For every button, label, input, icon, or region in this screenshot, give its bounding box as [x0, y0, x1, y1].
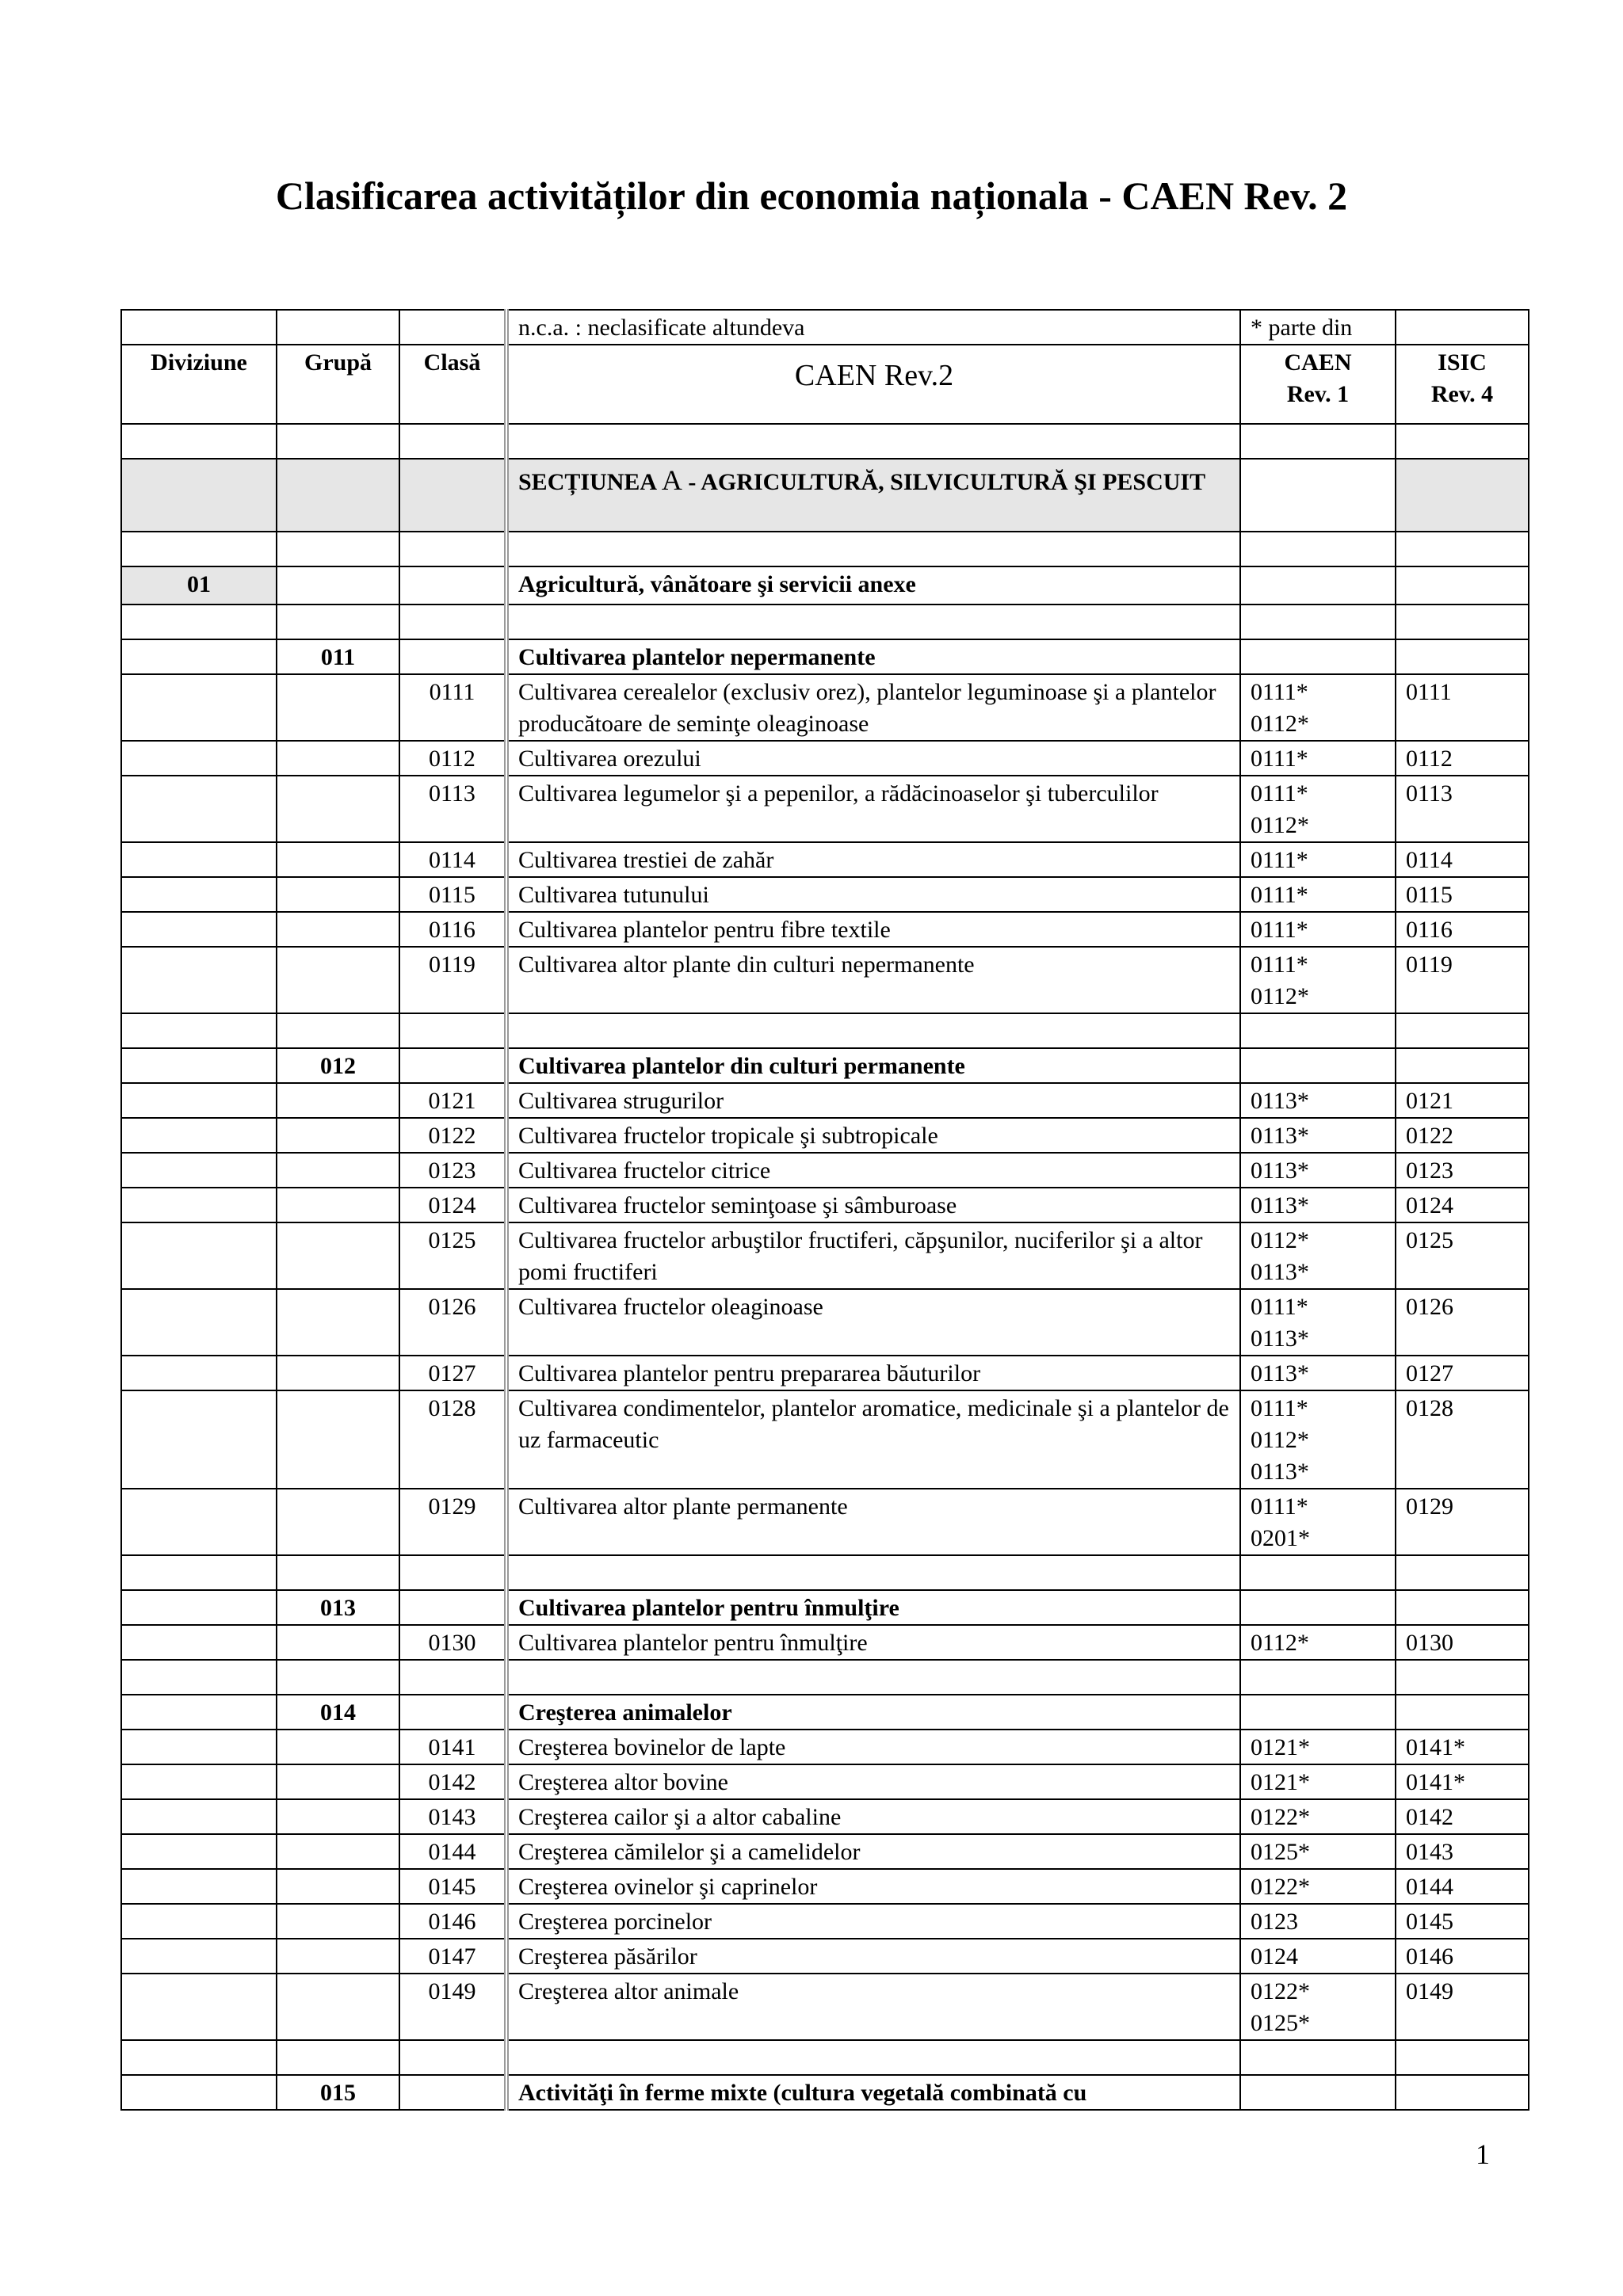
empty-cell — [399, 2075, 506, 2110]
class-description: Cultivarea condimentelor, plantelor aromatice, medicinale şi a plantelor de uz farmaceutic — [506, 1390, 1240, 1489]
empty-cell — [1240, 1660, 1396, 1695]
isic-rev4-code: 0125 — [1396, 1222, 1529, 1289]
isic-rev4-code: 0113 — [1396, 776, 1529, 842]
empty-cell — [1396, 1590, 1529, 1625]
empty-cell — [121, 1834, 277, 1869]
empty-cell — [277, 1555, 399, 1590]
empty-cell — [1240, 2075, 1396, 2110]
caen-rev1-code: 0111* — [1240, 842, 1396, 877]
caen-rev1-code: 0111* — [1240, 912, 1396, 947]
empty-cell — [121, 1625, 277, 1660]
empty-cell — [121, 1013, 277, 1048]
empty-cell — [277, 1118, 399, 1153]
empty-cell — [506, 1013, 1240, 1048]
class-description: Cultivarea fructelor oleaginoase — [506, 1289, 1240, 1356]
caen-rev1-code: 0112* — [1240, 1625, 1396, 1660]
class-code: 0123 — [399, 1153, 506, 1188]
class-code: 0111 — [399, 674, 506, 741]
class-code: 0124 — [399, 1188, 506, 1222]
class-row — [121, 1625, 1529, 1660]
empty-cell — [1240, 1555, 1396, 1590]
caen-rev1-code: 0111* 0112* — [1240, 947, 1396, 1013]
nca-note: n.c.a. : neclasificate altundeva — [506, 310, 1240, 345]
caen-rev1-code: 0122* 0125* — [1240, 1974, 1396, 2040]
empty-cell — [399, 1048, 506, 1083]
empty-cell — [399, 639, 506, 674]
empty-cell — [121, 459, 277, 532]
class-row — [121, 1799, 1529, 1834]
class-code: 0127 — [399, 1356, 506, 1390]
empty-cell — [277, 741, 399, 776]
empty-cell — [277, 605, 399, 639]
empty-cell — [1396, 2040, 1529, 2075]
class-code: 0146 — [399, 1904, 506, 1939]
caen-rev1-code: 0111* 0112* — [1240, 674, 1396, 741]
isic-rev4-code: 0129 — [1396, 1489, 1529, 1555]
empty-cell — [121, 2040, 277, 2075]
class-row — [121, 1489, 1529, 1555]
class-row — [121, 877, 1529, 912]
group-row — [121, 639, 1529, 674]
class-code: 0112 — [399, 741, 506, 776]
caen-rev1-code: 0111* — [1240, 741, 1396, 776]
isic-rev4-code: 0126 — [1396, 1289, 1529, 1356]
empty-cell — [277, 1489, 399, 1555]
header-row-2 — [121, 345, 1529, 424]
isic-rev4-code: 0128 — [1396, 1390, 1529, 1489]
isic-rev4-code: 0124 — [1396, 1188, 1529, 1222]
class-row — [121, 1904, 1529, 1939]
group-name: Cultivarea plantelor pentru înmulţire — [506, 1590, 1240, 1625]
class-row — [121, 1083, 1529, 1118]
isic-rev4-code: 0146 — [1396, 1939, 1529, 1974]
class-description: Cultivarea legumelor şi a pepenilor, a rădăcinoaselor şi tuberculilor — [506, 776, 1240, 842]
empty-cell — [121, 1356, 277, 1390]
empty-cell — [277, 424, 399, 459]
class-row — [121, 1390, 1529, 1489]
empty-cell — [399, 1013, 506, 1048]
caen-rev1-code: 0121* — [1240, 1730, 1396, 1764]
page-number: 1 — [1476, 2138, 1490, 2170]
class-description: Cultivarea trestiei de zahăr — [506, 842, 1240, 877]
empty-cell — [121, 1118, 277, 1153]
class-description: Cultivarea plantelor pentru prepararea băuturilor — [506, 1356, 1240, 1390]
empty-cell — [1396, 605, 1529, 639]
empty-cell — [121, 1489, 277, 1555]
caen-rev1-code: 0112* 0113* — [1240, 1222, 1396, 1289]
caen-rev1-code: 0111* — [1240, 877, 1396, 912]
class-row — [121, 1939, 1529, 1974]
class-code: 0145 — [399, 1869, 506, 1904]
class-description: Cultivarea plantelor pentru înmulţire — [506, 1625, 1240, 1660]
empty-cell — [1396, 566, 1529, 605]
class-row — [121, 1289, 1529, 1356]
group-code: 012 — [277, 1048, 399, 1083]
class-description: Cultivarea fructelor citrice — [506, 1153, 1240, 1188]
class-row — [121, 1153, 1529, 1188]
column-header-clasa: Clasă — [399, 345, 506, 424]
empty-cell — [1240, 566, 1396, 605]
empty-cell — [399, 1555, 506, 1590]
empty-cell — [277, 1625, 399, 1660]
empty-cell — [277, 1799, 399, 1834]
class-row — [121, 1188, 1529, 1222]
empty-cell — [277, 912, 399, 947]
empty-cell — [1240, 1590, 1396, 1625]
empty-cell — [1396, 1048, 1529, 1083]
empty-cell — [121, 1730, 277, 1764]
class-description: Cultivarea fructelor tropicale şi subtropicale — [506, 1118, 1240, 1153]
caen-rev1-code: 0122* — [1240, 1869, 1396, 1904]
class-code: 0141 — [399, 1730, 506, 1764]
class-row — [121, 947, 1529, 1013]
class-description: Cultivarea strugurilor — [506, 1083, 1240, 1118]
empty-cell — [121, 1153, 277, 1188]
empty-cell — [121, 1764, 277, 1799]
group-row — [121, 1590, 1529, 1625]
class-row — [121, 1222, 1529, 1289]
class-row — [121, 741, 1529, 776]
isic-rev4-code: 0130 — [1396, 1625, 1529, 1660]
caen-rev1-code: 0122* — [1240, 1799, 1396, 1834]
empty-cell — [277, 1153, 399, 1188]
empty-cell — [277, 1764, 399, 1799]
class-description: Cultivarea fructelor arbuştilor fructiferi, căpşunilor, nuciferilor şi a altor pomi fructiferi — [506, 1222, 1240, 1289]
class-row — [121, 912, 1529, 947]
empty-cell — [121, 912, 277, 947]
empty-cell — [121, 947, 277, 1013]
empty-cell — [399, 459, 506, 532]
empty-cell — [121, 877, 277, 912]
class-description: Creşterea ovinelor şi caprinelor — [506, 1869, 1240, 1904]
empty-cell — [1240, 605, 1396, 639]
class-code: 0147 — [399, 1939, 506, 1974]
empty-cell — [277, 1083, 399, 1118]
spacer-row — [121, 424, 1529, 459]
empty-cell — [277, 1013, 399, 1048]
class-row — [121, 1869, 1529, 1904]
document-title: Clasificarea activităților din economia naționala - CAEN Rev. 2 — [275, 174, 1348, 218]
column-header-caen-rev2: CAEN Rev.2 — [506, 345, 1240, 424]
group-name: Cultivarea plantelor nepermanente — [506, 639, 1240, 674]
group-row — [121, 2075, 1529, 2110]
class-code: 0121 — [399, 1083, 506, 1118]
caen-rev1-code: 0113* — [1240, 1083, 1396, 1118]
class-code: 0115 — [399, 877, 506, 912]
isic-rev4-code: 0145 — [1396, 1904, 1529, 1939]
class-description: Creşterea porcinelor — [506, 1904, 1240, 1939]
column-header-grupa: Grupă — [277, 345, 399, 424]
class-code: 0130 — [399, 1625, 506, 1660]
empty-cell — [277, 1974, 399, 2040]
empty-cell — [1396, 1695, 1529, 1730]
isic-rev4-code: 0116 — [1396, 912, 1529, 947]
isic-rev4-code: 0143 — [1396, 1834, 1529, 1869]
empty-cell — [277, 1188, 399, 1222]
class-description: Creşterea cămilelor şi a camelidelor — [506, 1834, 1240, 1869]
empty-cell — [399, 1660, 506, 1695]
empty-cell — [277, 842, 399, 877]
empty-cell — [506, 1555, 1240, 1590]
empty-cell — [1240, 1048, 1396, 1083]
empty-cell — [1396, 2075, 1529, 2110]
column-header-diviziune: Diviziune — [121, 345, 277, 424]
caen-rev1-code: 0113* — [1240, 1188, 1396, 1222]
empty-cell — [277, 776, 399, 842]
empty-cell — [277, 1939, 399, 1974]
empty-cell — [1396, 424, 1529, 459]
empty-cell — [121, 1289, 277, 1356]
empty-cell — [121, 1939, 277, 1974]
caen-rev1-code: 0123 — [1240, 1904, 1396, 1939]
section-title — [506, 459, 1240, 532]
section-row — [121, 459, 1529, 532]
class-description: Cultivarea altor plante permanente — [506, 1489, 1240, 1555]
class-code: 0116 — [399, 912, 506, 947]
class-description: Creşterea altor animale — [506, 1974, 1240, 2040]
isic-rev4-code: 0119 — [1396, 947, 1529, 1013]
empty-cell — [277, 1390, 399, 1489]
caen-rev1-code: 0111* 0201* — [1240, 1489, 1396, 1555]
class-description: Creşterea bovinelor de lapte — [506, 1730, 1240, 1764]
isic-rev4-code: 0114 — [1396, 842, 1529, 877]
group-name: Activităţi în ferme mixte (cultura vegetală combinată cu — [506, 2075, 1240, 2110]
caen-rev1-code: 0113* — [1240, 1153, 1396, 1188]
class-row — [121, 842, 1529, 877]
empty-cell — [121, 1799, 277, 1834]
group-code: 014 — [277, 1695, 399, 1730]
empty-cell — [277, 674, 399, 741]
empty-cell — [121, 1869, 277, 1904]
empty-cell — [1240, 1695, 1396, 1730]
empty-cell — [121, 532, 277, 566]
class-row — [121, 1356, 1529, 1390]
parte-din-note: * parte din — [1240, 310, 1396, 345]
empty-cell — [277, 947, 399, 1013]
isic-rev4-code: 0144 — [1396, 1869, 1529, 1904]
empty-cell — [506, 532, 1240, 566]
empty-cell — [277, 1904, 399, 1939]
empty-cell — [277, 1869, 399, 1904]
spacer-row — [121, 1013, 1529, 1048]
class-description: Creşterea păsărilor — [506, 1939, 1240, 1974]
isic-rev4-code: 0122 — [1396, 1118, 1529, 1153]
class-code: 0149 — [399, 1974, 506, 2040]
empty-cell — [121, 1188, 277, 1222]
header-row-1 — [121, 310, 1529, 345]
section-letter: A — [661, 464, 682, 496]
empty-cell — [121, 1048, 277, 1083]
empty-cell — [121, 741, 277, 776]
caen-rev1-code: 0113* — [1240, 1356, 1396, 1390]
class-description: Creşterea cailor şi a altor cabaline — [506, 1799, 1240, 1834]
empty-cell — [277, 2040, 399, 2075]
empty-cell — [399, 532, 506, 566]
empty-cell — [1240, 532, 1396, 566]
caen-rev1-code: 0113* — [1240, 1118, 1396, 1153]
empty-cell — [277, 1289, 399, 1356]
class-row — [121, 776, 1529, 842]
class-code: 0129 — [399, 1489, 506, 1555]
empty-cell — [277, 459, 399, 532]
empty-cell — [121, 776, 277, 842]
isic-rev4-code: 0111 — [1396, 674, 1529, 741]
empty-cell — [121, 1974, 277, 2040]
class-code: 0143 — [399, 1799, 506, 1834]
group-name: Cultivarea plantelor din culturi permanente — [506, 1048, 1240, 1083]
empty-cell — [277, 1730, 399, 1764]
empty-cell — [399, 2040, 506, 2075]
isic-rev4-code: 0121 — [1396, 1083, 1529, 1118]
spacer-row — [121, 605, 1529, 639]
column-header-caen-rev1: CAEN Rev. 1 — [1240, 345, 1396, 424]
caen-rev1-code: 0111* 0112* 0113* — [1240, 1390, 1396, 1489]
group-code: 011 — [277, 639, 399, 674]
empty-cell — [1240, 2040, 1396, 2075]
class-row — [121, 1730, 1529, 1764]
empty-cell — [506, 2040, 1240, 2075]
empty-cell — [121, 1555, 277, 1590]
division-name: Agricultură, vânătoare şi servicii anexe — [506, 566, 1240, 605]
group-code: 013 — [277, 1590, 399, 1625]
section-name: - AGRICULTURĂ, SILVICULTURĂ ŞI PESCUIT — [688, 469, 1206, 495]
empty-cell — [277, 1222, 399, 1289]
empty-cell — [121, 674, 277, 741]
isic-rev4-code: 0123 — [1396, 1153, 1529, 1188]
empty-cell — [1396, 1013, 1529, 1048]
spacer-row — [121, 532, 1529, 566]
caen-rev1-code: 0111* 0112* — [1240, 776, 1396, 842]
empty-cell — [1240, 459, 1396, 532]
isic-rev4-code: 0141* — [1396, 1730, 1529, 1764]
empty-cell — [399, 1695, 506, 1730]
class-description: Creşterea altor bovine — [506, 1764, 1240, 1799]
empty-cell — [121, 1695, 277, 1730]
class-description: Cultivarea tutunului — [506, 877, 1240, 912]
empty-cell — [1396, 639, 1529, 674]
empty-cell — [1240, 639, 1396, 674]
empty-cell — [1240, 424, 1396, 459]
class-code: 0119 — [399, 947, 506, 1013]
class-description: Cultivarea altor plante din culturi nepermanente — [506, 947, 1240, 1013]
empty-cell — [399, 605, 506, 639]
empty-cell — [1396, 459, 1529, 532]
class-row — [121, 1974, 1529, 2040]
class-code: 0142 — [399, 1764, 506, 1799]
empty-cell — [1396, 1660, 1529, 1695]
class-row — [121, 674, 1529, 741]
group-row — [121, 1048, 1529, 1083]
empty-cell — [121, 639, 277, 674]
empty-cell — [1240, 1013, 1396, 1048]
empty-cell — [121, 1904, 277, 1939]
class-code: 0144 — [399, 1834, 506, 1869]
empty-cell — [277, 532, 399, 566]
class-code: 0126 — [399, 1289, 506, 1356]
empty-cell — [399, 424, 506, 459]
class-code: 0122 — [399, 1118, 506, 1153]
section-prefix: SECȚIUNEA — [518, 469, 656, 495]
class-code: 0125 — [399, 1222, 506, 1289]
class-code: 0113 — [399, 776, 506, 842]
empty-cell — [121, 842, 277, 877]
empty-cell — [506, 1660, 1240, 1695]
caen-rev1-code: 0124 — [1240, 1939, 1396, 1974]
class-description: Cultivarea cerealelor (exclusiv orez), plantelor leguminoase şi a plantelor producătoare de seminţe oleaginoase — [506, 674, 1240, 741]
isic-rev4-code: 0149 — [1396, 1974, 1529, 2040]
isic-rev4-code: 0112 — [1396, 741, 1529, 776]
spacer-row — [121, 1660, 1529, 1695]
division-code: 01 — [121, 566, 277, 605]
caen-rev1-code: 0121* — [1240, 1764, 1396, 1799]
empty-cell — [399, 566, 506, 605]
empty-cell — [121, 424, 277, 459]
spacer-row — [121, 2040, 1529, 2075]
empty-cell — [277, 1660, 399, 1695]
empty-cell — [121, 1390, 277, 1489]
isic-rev4-code: 0142 — [1396, 1799, 1529, 1834]
spacer-row — [121, 1555, 1529, 1590]
class-description: Cultivarea plantelor pentru fibre textile — [506, 912, 1240, 947]
group-code: 015 — [277, 2075, 399, 2110]
isic-rev4-code: 0115 — [1396, 877, 1529, 912]
empty-cell — [121, 2075, 277, 2110]
class-row — [121, 1118, 1529, 1153]
caen-rev1-code: 0111* 0113* — [1240, 1289, 1396, 1356]
isic-rev4-code: 0141* — [1396, 1764, 1529, 1799]
isic-rev4-code: 0127 — [1396, 1356, 1529, 1390]
empty-cell — [277, 566, 399, 605]
group-row — [121, 1695, 1529, 1730]
caen-rev1-code: 0125* — [1240, 1834, 1396, 1869]
class-row — [121, 1834, 1529, 1869]
empty-cell — [1396, 532, 1529, 566]
empty-cell — [277, 1834, 399, 1869]
class-code: 0114 — [399, 842, 506, 877]
group-name: Creşterea animalelor — [506, 1695, 1240, 1730]
empty-cell — [121, 1590, 277, 1625]
empty-cell — [121, 1660, 277, 1695]
class-code: 0128 — [399, 1390, 506, 1489]
empty-cell — [277, 1356, 399, 1390]
empty-cell — [121, 1222, 277, 1289]
division-row — [121, 566, 1529, 605]
empty-cell — [1396, 1555, 1529, 1590]
empty-cell — [121, 1083, 277, 1118]
empty-cell — [277, 877, 399, 912]
caen-classification-table — [120, 309, 1529, 2111]
empty-cell — [399, 1590, 506, 1625]
class-description: Cultivarea orezului — [506, 741, 1240, 776]
empty-cell — [121, 605, 277, 639]
empty-cell — [506, 605, 1240, 639]
class-row — [121, 1764, 1529, 1799]
column-header-isic-rev4: ISIC Rev. 4 — [1396, 345, 1529, 424]
class-description: Cultivarea fructelor seminţoase şi sâmburoase — [506, 1188, 1240, 1222]
empty-cell — [506, 424, 1240, 459]
